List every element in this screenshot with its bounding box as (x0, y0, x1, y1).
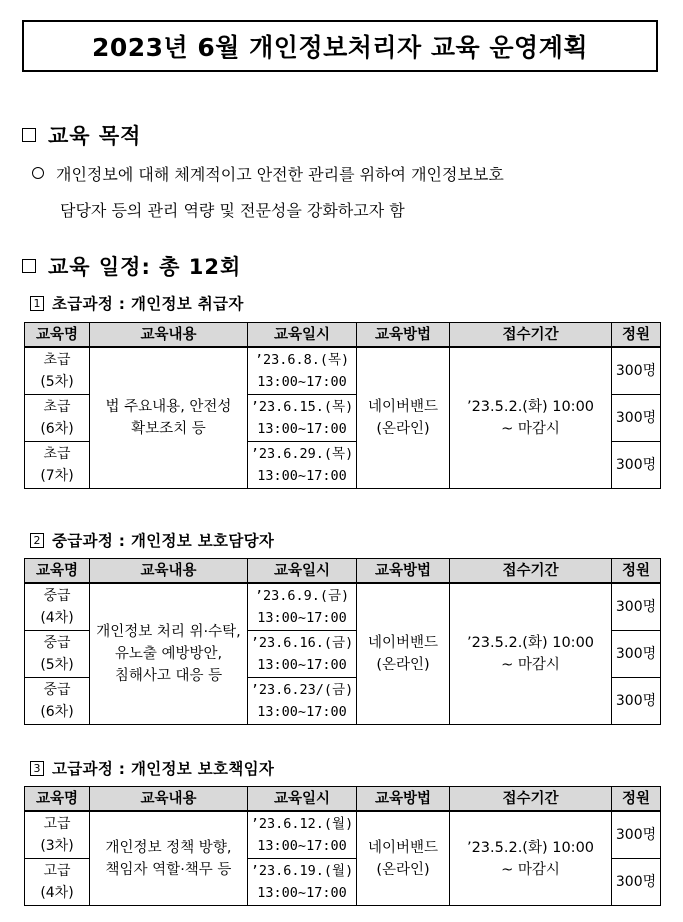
course-3-heading: 3 고급과정 : 개인정보 보호책임자 (30, 757, 274, 779)
document-title-box (22, 20, 658, 72)
period-cell: ’23.5.2.(화) 10:00 ~ 마감시 (450, 583, 612, 725)
table-row: 초급 (5차) 법 주요내용, 안전성 확보조치 등 ’23.6.8.(목) 13:00~17:00 네이버밴드 (온라인) ’23.5.2.(화) 10:00 ~ 마감시 300명 (25, 347, 661, 395)
method-cell: 네이버밴드 (온라인) (357, 583, 450, 725)
purpose-line-2: 담당자 등의 관리 역량 및 전문성을 강화하고자 함 (60, 201, 405, 220)
table-header-row: 교육명 교육내용 교육일시 교육방법 접수기간 정원 (25, 787, 661, 812)
table-row: 고급 (4차) ’23.6.19.(월) 13:00~17:00 300명 (25, 859, 661, 906)
content-cell: 법 주요내용, 안전성 확보조치 등 (90, 347, 248, 489)
method-cell: 네이버밴드 (온라인) (357, 811, 450, 906)
table-header-row: 교육명 교육내용 교육일시 교육방법 접수기간 정원 (25, 323, 661, 348)
purpose-heading: 교육 목적 (22, 120, 141, 150)
number-box-icon: 2 (30, 533, 44, 548)
table-row: 초급 (6차) ’23.6.15.(목) 13:00~17:00 300명 (25, 395, 661, 442)
purpose-line-1: 개인정보에 대해 체계적이고 안전한 관리를 위하여 개인정보보호 (56, 165, 504, 184)
content-cell: 개인정보 처리 위·수탁, 유노출 예방방안, 침해사고 대응 등 (90, 583, 248, 725)
course-3-table (24, 786, 661, 906)
table-header-row: 교육명 교육내용 교육일시 교육방법 접수기간 정원 (25, 559, 661, 584)
period-cell: ’23.5.2.(화) 10:00 ~ 마감시 (450, 347, 612, 489)
course-2-table (24, 558, 661, 725)
course-1-table (24, 322, 661, 489)
content-cell: 개인정보 정책 방향, 책임자 역할·책무 등 (90, 811, 248, 906)
square-bullet-icon (22, 259, 36, 273)
circle-bullet-icon (32, 167, 44, 179)
table-row: 중급 (4차) 개인정보 처리 위·수탁, 유노출 예방방안, 침해사고 대응 등 ’23.6.9.(금) 13:00~17:00 네이버밴드 (온라인) ’23.5.2.(화) 10:00 ~ 마감시 300명 (25, 583, 661, 631)
document-title: 2023년 6월 개인정보처리자 교육 운영계획 (91, 33, 589, 62)
period-cell: ’23.5.2.(화) 10:00 ~ 마감시 (450, 811, 612, 906)
number-box-icon: 3 (30, 761, 44, 776)
table-row: 중급 (5차) ’23.6.16.(금) 13:00~17:00 300명 (25, 631, 661, 678)
table-row: 고급 (3차) 개인정보 정책 방향, 책임자 역할·책무 등 ’23.6.12.(월) 13:00~17:00 네이버밴드 (온라인) ’23.5.2.(화) 10:00 ~ 마감시 300명 (25, 811, 661, 859)
table-row: 중급 (6차) ’23.6.23/(금) 13:00~17:00 300명 (25, 678, 661, 725)
number-box-icon: 1 (30, 296, 44, 311)
schedule-heading: 교육 일정: 총 12회 (22, 251, 241, 281)
table-row: 초급 (7차) ’23.6.29.(목) 13:00~17:00 300명 (25, 442, 661, 489)
square-bullet-icon (22, 128, 36, 142)
method-cell: 네이버밴드 (온라인) (357, 347, 450, 489)
course-1-heading: 1 초급과정 : 개인정보 취급자 (30, 292, 244, 314)
course-2-heading: 2 중급과정 : 개인정보 보호담당자 (30, 529, 274, 551)
